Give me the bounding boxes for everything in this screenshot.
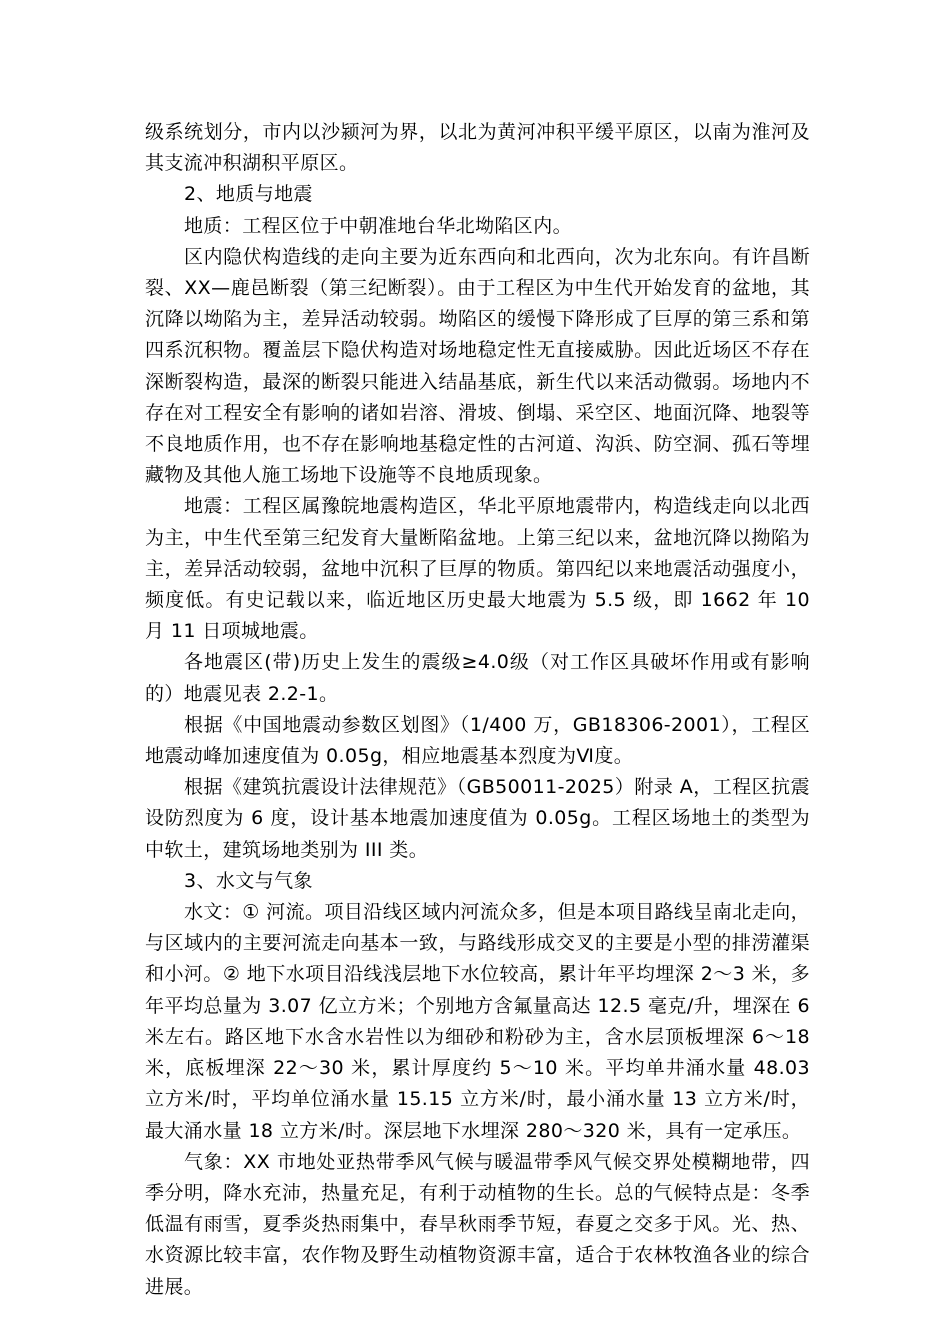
section-heading-geology-earthquake: 2、地质与地震 <box>184 183 313 206</box>
paragraph-earthquake-zones: 各地震区(带)历史上发生的震级≥4.0级（对工作区具破坏作用或有影响的）地震见表 2.2-1。 <box>145 651 810 705</box>
paragraph-geology: 地质：工程区位于中朝准地台华北坳陷区内。 <box>184 214 573 237</box>
paragraph-zoning-map: 根据《中国地震动参数区划图》（1/400 万，GB18306-2001），工程区地震动峰加速度值为 0.05g，相应地震基本烈度为Ⅵ度。 <box>145 713 810 768</box>
paragraph-hydrology: 水文：① 河流。项目沿线区域内河流众多，但是本项目路线呈南北走向，与区域内的主要河流走向基本一致，与路线形成交叉的主要是小型的排涝灌渠和小河。② 地下水项目沿线浅层地下水位较高，累计年平均埋深 2～3 米，多年平均总量为 3.07 亿立方米；个别地方含氟量高达 12.5 毫克/升，埋深在 6 米左右。路区地下水含水岩性以为细砂和粉砂为主，含水层顶板埋深 6～18 米，底板埋深 22～30 米，累计厚度约 5～10 米。平均单井涌水量 48.03 立方米/时，平均单位涌水量 15.15 立方米/时，最小涌水量 13 立方米/时，最大涌水量 18 立方米/时。深层地下水埋深 280～320 米，具有一定承压。 <box>145 901 810 1142</box>
paragraph-hidden-structures: 区内隐伏构造线的走向主要为近东西向和北西向，次为北东向。有许昌断裂、XX—鹿邑断裂（第三纪断裂）。由于工程区为中生代开始发育的盆地，其沉降以坳陷为主，差异活动较弱。坳陷区的缓慢下降形成了巨厚的第三系和第四系沉积物。覆盖层下隐伏构造对场地稳定性无直接威胁。因此近场区不存在深断裂构造，最深的断裂只能进入结晶基底，新生代以来活动微弱。场地内不存在对工程安全有影响的诸如岩溶、滑坡、倒塌、采空区、地面沉降、地裂等不良地质作用，也不存在影响地基稳定性的古河道、沟浜、防空洞、孤石等埋藏物及其他人施工场地下设施等不良地质现象。 <box>145 245 810 487</box>
section-heading-hydrology-meteorology: 3、水文与气象 <box>184 869 313 892</box>
paragraph-meteorology: 气象：XX 市地处亚热带季风气候与暖温带季风气候交界处模糊地带，四季分明，降水充沛，热量充足，有利于动植物的生长。总的气候特点是：冬季低温有雨雪，夏季炎热雨集中，春旱秋雨季节短，春夏之交多于风。光、热、水资源比较丰富，农作物及野生动植物资源丰富，适合于农林牧渔各业的综合进展。 <box>145 1150 810 1298</box>
document-body <box>145 117 810 1303</box>
paragraph-continuation: 级系统划分，市内以沙颍河为界，以北为黄河冲积平缓平原区，以南为淮河及其支流冲积湖积平原区。 <box>145 121 810 175</box>
paragraph-seismic-design: 根据《建筑抗震设计法律规范》（GB50011-2025）附录 A，工程区抗震设防烈度为 6 度，设计基本地震加速度值为 0.05g。工程区场地土的类型为中软土，建筑场地类别为 III 类。 <box>145 776 810 861</box>
paragraph-earthquake: 地震：工程区属豫皖地震构造区，华北平原地震带内，构造线走向以北西为主，中生代至第三纪发育大量断陷盆地。上第三纪以来，盆地沉降以拗陷为主，差异活动较弱，盆地中沉积了巨厚的物质。第四纪以来地震活动强度小，频度低。有史记载以来，临近地区历史最大地震为 5.5 级，即 1662 年 10 月 11 日项城地震。 <box>145 495 810 643</box>
